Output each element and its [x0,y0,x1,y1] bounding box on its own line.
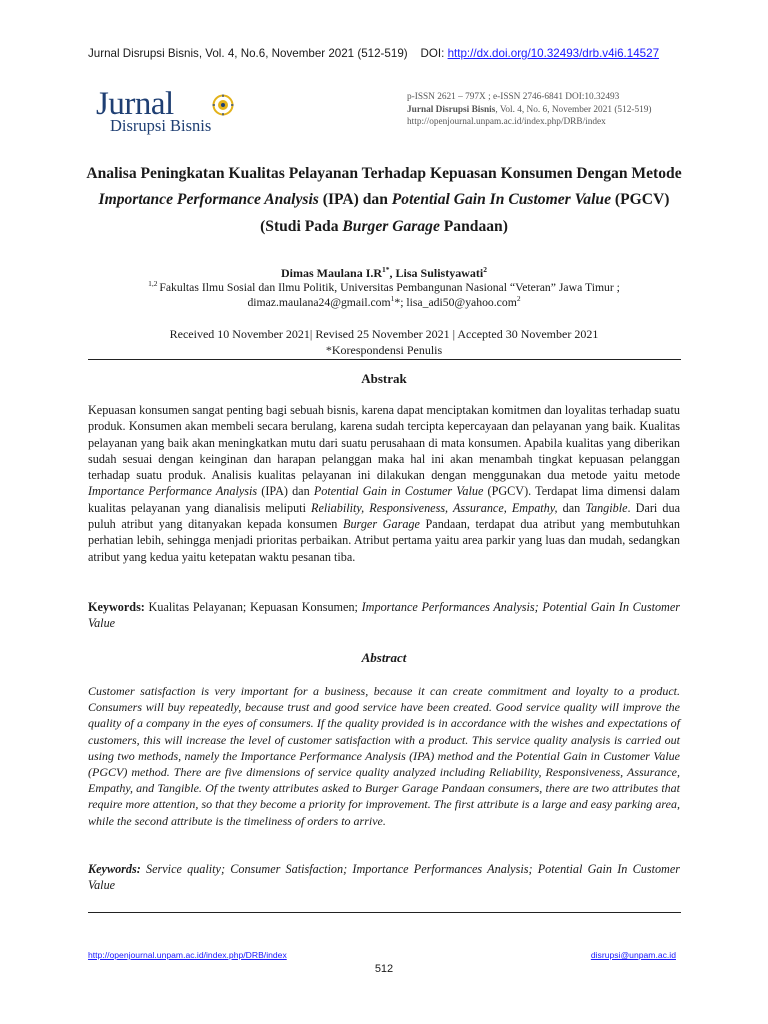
title-ipa: Importance Performance Analysis [98,191,319,208]
corresponding-note: *Korespondensi Penulis [325,343,443,357]
abstrak-text-4: dan [557,500,586,515]
journal-url: http://openjournal.unpam.ac.id/index.php/DRB/index [407,117,606,127]
journal-line [407,104,652,117]
abstrak-italic-4: Tangible [585,500,628,515]
affiliation [0,281,768,294]
divider-top [88,359,681,360]
authors [0,266,768,281]
page-number: 512 [374,963,394,975]
abstrak-text-1: Kepuasan konsumen sangat penting bagi sebuah bisnis, karena dapat menciptakan komitmen dan loyalitas terhadap suatu produk. Konsumen akan membeli secara berulang, karena sudah tercipta kepercayaan dan pelayanan yang baik. Kualitas pelayanan yang baik akan meningkatkan mutu dari suatu perusahaan di mata konsumen. Apabila kualitas yang diberikan sudah sesuai dengan keinginan dan harapan pelanggan maka hal ini akan menambah tingkat kepuasan pelanggan terhadap suatu produk. Analisis kualitas pelayanan ini dilakukan dengan menggunakan dua metode yaitu metode [88,403,680,483]
email-2-sup: 2 [516,294,521,304]
abstrak-italic-5: Burger Garage [343,517,420,532]
abstrak-italic-3: Reliability, Responsiveness, Assurance, Empathy, [311,500,558,515]
abstrak-text-3: (PGCV). Terdapat lima dimensi dalam kualitas pelayanan yang dianalisis meliputi [88,484,680,515]
journal-name: Jurnal Disrupsi Bisnis [407,104,496,115]
title-burger-garage: Burger Garage [342,218,440,235]
abstrak-text-6: Pandaan, terdapat dua atribut yang membutuhkan perhatian lebih, sehingga menjadi prioritas perbaikan. Atribut pertama yaitu area parkir yang luas dan mudah, sedangkan atribut yang kedua yaitu ketepatan waktu pesanan tiba. [88,517,680,564]
doi-link[interactable]: http://dx.doi.org/10.32493/drb.v4i6.14527 [447,47,660,60]
doi-label: DOI: [420,47,448,60]
author-sep: , [389,266,396,280]
title-and: (IPA) dan [318,191,392,208]
title-pgcv: Potential Gain In Customer Value [391,191,612,208]
abstract-body: Customer satisfaction is very important for a business, because it can create commitment and loyalty to a product. Consumers will buy repeatedly, because trust and good service have been created. Good service quality will improve the quality of a company in the eyes of consumers. If the quality provided is in accordance with the wishes and expectations of customers, this will increase the level of customer satisfaction with a product. This service quality analysis is carried out using two methods, namely the Importance Performance Analysis (IPA) method and the Potential Gain in Customer Value (PGCV) method. There are five dimensions of service quality analyzed including Reliability, Responsiveness, Assurance, Empathy, and Tangible. Of the twenty attributes asked to Burger Garage Pandaan consumers, there are two attributes that require more attention, so that they become a priority for improvement. The first attribute is a large and easy parking area, while the second attribute is the timeliness of orders to arrive. [88,684,680,828]
email-sep: *; [394,296,407,309]
journal-info [407,91,652,129]
running-header [88,47,659,60]
citation: Jurnal Disrupsi Bisnis, Vol. 4, No.6, November 2021 (512-519) [88,47,408,60]
submission-dates: Received 10 November 2021| Revised 25 November 2021 | Accepted 30 November 2021 [169,327,599,341]
abstrak-text-2: (IPA) dan [257,484,314,499]
logo-line-2: Disrupsi Bisnis [110,116,212,135]
email-1[interactable]: dimaz.maulana24@gmail.com [247,296,391,309]
title-line-2 [0,191,768,209]
journal-volume: , Vol. 4, No. 6, November 2021 (512-519) [495,104,652,115]
author-1-sup: 1* [382,265,390,274]
keywords-indonesian [88,599,680,632]
keywords-english [88,861,680,894]
author-2: Lisa Sulistyawati [395,266,484,280]
keywords-en-label: Keywords: [88,862,141,876]
affiliation-sup: 1,2 [148,279,160,289]
email-1-sup: 1 [390,294,395,304]
keywords-italic: Importance Performances Analysis; Potential Gain In Customer Value [88,600,681,631]
email-2[interactable]: lisa_adi50@yahoo.com [406,296,517,309]
logo-line-1: Jurnal [96,86,174,122]
abstrak-body [88,402,680,565]
issn-line: p-ISSN 2621 – 797X ; e-ISSN 2746-6841 DOI:10.32493 [407,92,620,102]
keywords-label: Keywords: [88,600,145,614]
abstrak-heading: Abstrak [361,371,407,386]
title-pandaan: Pandaan) [439,218,508,235]
emails [0,296,768,309]
title-pgcv-abbr: (PGCV) [611,191,670,208]
footer-journal-link[interactable]: http://openjournal.unpam.ac.id/index.php/DRB/index [88,950,287,960]
author-2-sup: 2 [483,265,487,274]
abstrak-italic-1: Importance Performance Analysis [88,484,258,499]
title-line-3 [0,218,768,236]
title-study: (Studi Pada [260,218,343,235]
author-1: Dimas Maulana I.R [281,266,383,280]
abstrak-text-5: . Dari dua puluh atribut yang ditanyakan kepada konsumen [88,500,680,532]
journal-logo [96,88,246,138]
affiliation-text: Fakultas Ilmu Sosial dan Ilmu Politik, Universitas Pembangunan Nasional “Veteran” Jawa Timur ; [159,281,620,294]
keywords-plain: Kualitas Pelayanan; Kepuasan Konsumen; [144,600,362,614]
footer-email-link[interactable]: disrupsi@unpam.ac.id [590,950,676,960]
emblem-icon [212,94,234,116]
keywords-en-text: Service quality; Consumer Satisfaction; Importance Performances Analysis; Potential Gain In Customer Value [88,862,680,893]
divider-bottom [88,912,681,913]
abstract-heading: Abstract [361,650,407,665]
title-line-1: Analisa Peningkatan Kualitas Pelayanan Terhadap Kepuasan Konsumen Dengan Metode [86,165,682,182]
abstrak-italic-2: Potential Gain in Costumer Value [313,484,484,499]
